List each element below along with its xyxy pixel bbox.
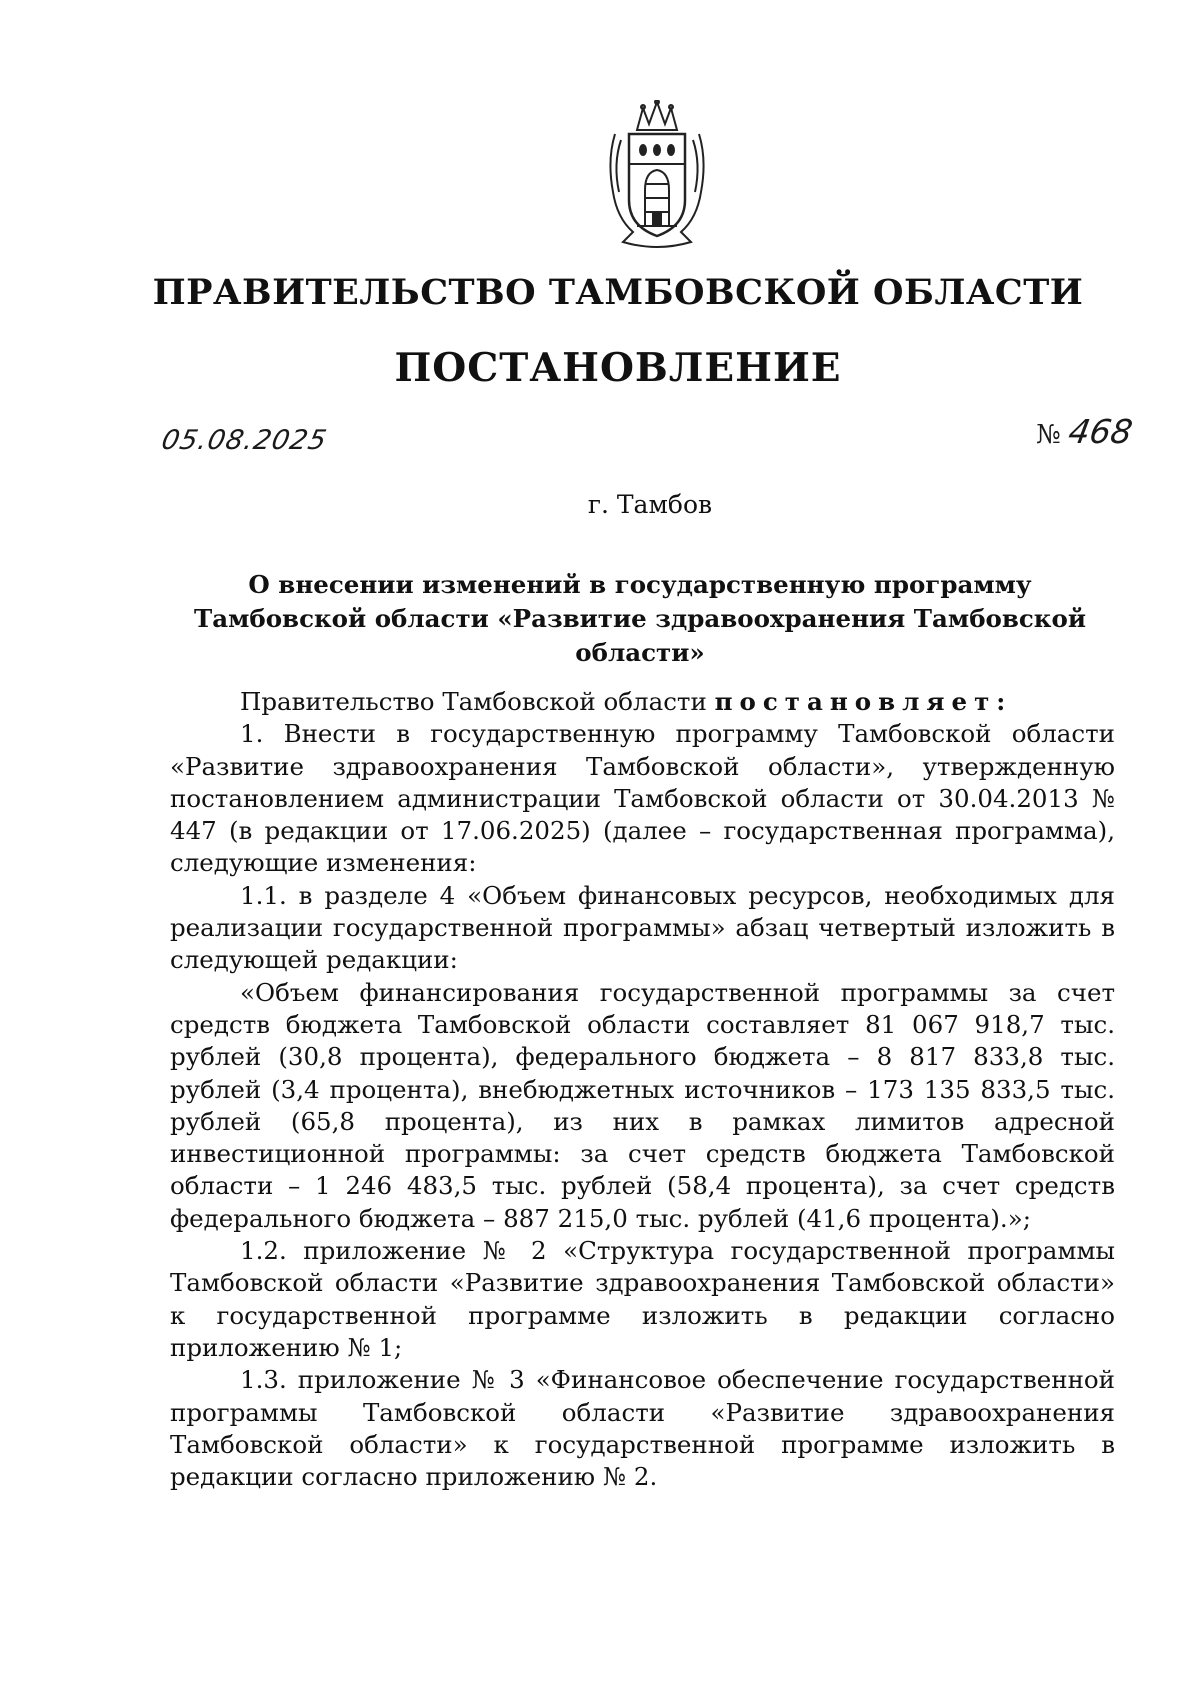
- document-body: [170, 686, 1115, 1493]
- subject-line-2: Тамбовской области «Развитие здравоохранения Тамбовской области»: [193, 604, 1087, 667]
- document-date: 05.08.2025: [158, 425, 330, 456]
- number-value: 468: [1065, 412, 1136, 451]
- government-title: ПРАВИТЕЛЬСТВО ТАМБОВСКОЙ ОБЛАСТИ: [152, 272, 1084, 313]
- number-sign: №: [1036, 420, 1061, 450]
- subject-line-1: О внесении изменений в государственную программу: [248, 570, 1032, 599]
- intro-paragraph: [170, 686, 1115, 718]
- city: г. Тамбов: [587, 490, 713, 519]
- document-subject: [140, 568, 1140, 670]
- intro-verb: постановляет:: [714, 687, 1013, 716]
- document-type: ПОСТАНОВЛЕНИЕ: [394, 345, 842, 391]
- paragraph-1-3: 1.3. приложение № 3 «Финансовое обеспечение государственной программы Тамбовской области «Развитие здравоохранения Тамбовской области» к государственной программе изложить в редакции согласно приложению № 2.: [170, 1365, 1115, 1492]
- paragraph-1-1: 1.1. в разделе 4 «Объем финансовых ресурсов, необходимых для реализации государственной программы» абзац четвертый изложить в следующей редакции:: [170, 880, 1115, 975]
- paragraph-quote: «Объем финансирования государственной программы за счет средств бюджета Тамбовской области составляет 81 067 918,7 тыс. рублей (30,8 процента), федерального бюджета – 8 817 833,8 тыс. рублей (3,4 процента), внебюджетных источников – 173 135 833,5 тыс. рублей (65,8 процента), из них в рамках лимитов адресной инвестиционной программы: за счет средств бюджета Тамбовской области – 1 246 483,5 тыс. рублей (58,4 процента), за счет средств федерального бюджета – 887 215,0 тыс. рублей (41,6 процента).»;: [170, 977, 1115, 1233]
- paragraph-1-2: 1.2. приложение № 2 «Структура государственной программы Тамбовской области «Развитие здравоохранения Тамбовской области» к государственной программе изложить в редакции согласно приложению № 1;: [170, 1236, 1115, 1362]
- document-number: [1036, 412, 1136, 451]
- paragraph-1: 1. Внести в государственную программу Тамбовской области «Развитие здравоохранения Тамбовской области», утвержденную постановлением администрации Тамбовской области от 30.04.2013 № 447 (в редакции от 17.06.2025) (далее – государственная программа), следующие изменения:: [170, 719, 1115, 878]
- tambov-coat-of-arms-icon: [603, 100, 711, 250]
- intro-prefix: Правительство Тамбовской области: [240, 687, 715, 716]
